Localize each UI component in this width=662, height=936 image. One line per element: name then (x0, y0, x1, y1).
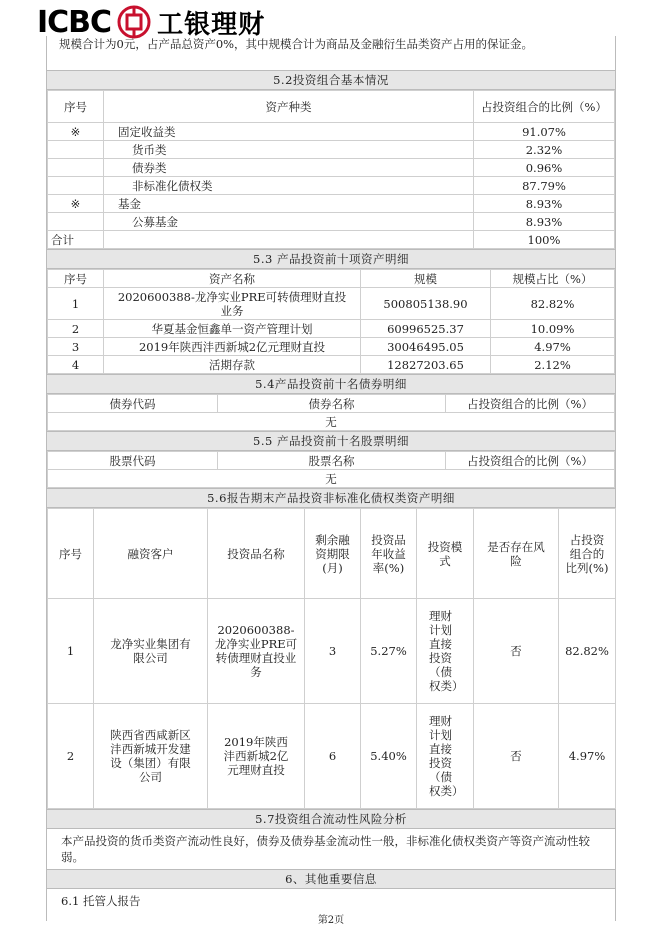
row-pct: 87.79% (474, 177, 615, 195)
section-title-6: 6、其他重要信息 (47, 869, 615, 889)
header-client: 融资客户 (94, 509, 208, 599)
table-row (48, 123, 615, 141)
brand-name: 工银理财 (157, 9, 266, 40)
section-title-5-2: 5.2投资组合基本情况 (47, 70, 615, 90)
header-stock-name: 股票名称 (218, 452, 446, 470)
table-row (48, 141, 615, 159)
row-name: 基金 (104, 195, 474, 213)
row-mark: ※ (48, 195, 104, 213)
table-header-row (48, 509, 616, 599)
header-pct: 占投资组合的比列(%) (559, 509, 616, 599)
row-pct: 2.32% (474, 141, 615, 159)
none-text: 无 (48, 413, 615, 431)
page-header (37, 4, 265, 40)
section-title-5-6: 5.6报告期末产品投资非标准化债权类资产明细 (47, 488, 615, 508)
row-pct: 91.07% (474, 123, 615, 141)
table-row (48, 338, 615, 356)
row-term: 6 (305, 704, 361, 809)
section-title-5-4: 5.4产品投资前十名债券明细 (47, 374, 615, 394)
header-yield: 投资品年收益率(%) (361, 509, 417, 599)
row-name: 公募基金 (104, 213, 474, 231)
header-pct: 占投资组合的比例（%） (446, 395, 615, 413)
row-asset-name: 2020600388-龙净实业PRE可转债理财直投业务 (104, 288, 361, 320)
table-row (48, 288, 615, 320)
row-ratio: 82.82% (491, 288, 615, 320)
row-scale: 12827203.65 (361, 356, 491, 374)
top-assets-table (47, 269, 615, 374)
table-row (48, 213, 615, 231)
row-pct: 4.97% (559, 704, 616, 809)
header-pct: 占投资组合的比例（%） (474, 91, 615, 123)
portfolio-table (47, 90, 615, 249)
empty-row (48, 470, 615, 488)
table-row (48, 320, 615, 338)
liquidity-analysis-text: 本产品投资的货币类资产流动性良好，债券及债券基金流动性一般，非标准化债权类资产等资产流动性较弱。 (61, 834, 590, 864)
row-ratio: 2.12% (491, 356, 615, 374)
section-title-5-7: 5.7投资组合流动性风险分析 (47, 809, 615, 829)
document-body (46, 36, 616, 921)
table-header-row (48, 270, 615, 288)
header-stock-code: 股票代码 (48, 452, 218, 470)
row-no: 3 (48, 338, 104, 356)
header-mode: 投资模式 (417, 509, 474, 599)
row-term: 3 (305, 599, 361, 704)
header-no: 序号 (48, 509, 94, 599)
table-row (48, 599, 616, 704)
stocks-table (47, 451, 615, 488)
header-bond-code: 债券代码 (48, 395, 218, 413)
row-no: 2 (48, 704, 94, 809)
row-ratio: 4.97% (491, 338, 615, 356)
header-no: 序号 (48, 270, 104, 288)
row-risk: 否 (474, 704, 559, 809)
row-scale: 60996525.37 (361, 320, 491, 338)
header-pct: 占投资组合的比例（%） (446, 452, 615, 470)
header-risk: 是否存在风险 (474, 509, 559, 599)
row-name: 债券类 (104, 159, 474, 177)
row-mark (48, 213, 104, 231)
row-asset-name: 华夏基金恒鑫单一资产管理计划 (104, 320, 361, 338)
row-name: 固定收益类 (104, 123, 474, 141)
total-label: 合计 (48, 231, 104, 249)
row-mark (48, 141, 104, 159)
row-product: 2020600388-龙净实业PRE可转债理财直投业务 (208, 599, 305, 704)
header-term: 剩余融资期限(月) (305, 509, 361, 599)
row-client: 龙净实业集团有限公司 (94, 599, 208, 704)
row-mode: 理财计划直接投资（债权类） (417, 599, 474, 704)
header-scale: 规模 (361, 270, 491, 288)
row-yield: 5.40% (361, 704, 417, 809)
row-no: 1 (48, 599, 94, 704)
row-mode: 理财计划直接投资（债权类） (417, 704, 474, 809)
row-scale: 30046495.05 (361, 338, 491, 356)
table-header-row (48, 395, 615, 413)
icbc-logo-icon (117, 5, 151, 39)
header-ratio: 规模占比（%） (491, 270, 615, 288)
table-row (48, 704, 616, 809)
row-no: 4 (48, 356, 104, 374)
section-title-5-3: 5.3 产品投资前十项资产明细 (47, 249, 615, 269)
row-pct: 8.93% (474, 213, 615, 231)
bonds-table (47, 394, 615, 431)
row-name: 货币类 (104, 141, 474, 159)
table-row (48, 159, 615, 177)
custodian-report-heading: 6.1 托管人报告 (61, 894, 141, 908)
header-bond-name: 债券名称 (218, 395, 446, 413)
total-pct: 100% (474, 231, 615, 249)
icbc-wordmark: ICBC (37, 4, 112, 40)
table-header-row (48, 452, 615, 470)
row-client: 陕西省西咸新区沣西新城开发建设（集团）有限公司 (94, 704, 208, 809)
row-mark (48, 177, 104, 195)
table-header-row (48, 91, 615, 123)
table-row (48, 356, 615, 374)
row-name: 非标准化债权类 (104, 177, 474, 195)
none-text: 无 (48, 470, 615, 488)
row-yield: 5.27% (361, 599, 417, 704)
row-asset-name: 活期存款 (104, 356, 361, 374)
section-title-5-5: 5.5 产品投资前十名股票明细 (47, 431, 615, 451)
intro-line: 规模合计为0元，占产品总资产0%，其中规模合计为商品及金融衍生品类资产占用的保证金。 (59, 37, 534, 51)
nonstandard-debt-table (47, 508, 616, 809)
row-no: 2 (48, 320, 104, 338)
table-row (48, 177, 615, 195)
row-no: 1 (48, 288, 104, 320)
row-mark: ※ (48, 123, 104, 141)
table-row (48, 195, 615, 213)
row-risk: 否 (474, 599, 559, 704)
row-pct: 0.96% (474, 159, 615, 177)
empty-row (48, 413, 615, 431)
row-asset-name: 2019年陕西沣西新城2亿元理财直投 (104, 338, 361, 356)
header-asset-name: 资产名称 (104, 270, 361, 288)
header-asset-type: 资产种类 (104, 91, 474, 123)
page-number: 第2页 (317, 915, 345, 926)
row-mark (48, 159, 104, 177)
header-product: 投资品名称 (208, 509, 305, 599)
row-product: 2019年陕西沣西新城2亿元理财直投 (208, 704, 305, 809)
row-pct: 8.93% (474, 195, 615, 213)
row-ratio: 10.09% (491, 320, 615, 338)
row-pct: 82.82% (559, 599, 616, 704)
header-no: 序号 (48, 91, 104, 123)
total-row (48, 231, 615, 249)
row-scale: 500805138.90 (361, 288, 491, 320)
